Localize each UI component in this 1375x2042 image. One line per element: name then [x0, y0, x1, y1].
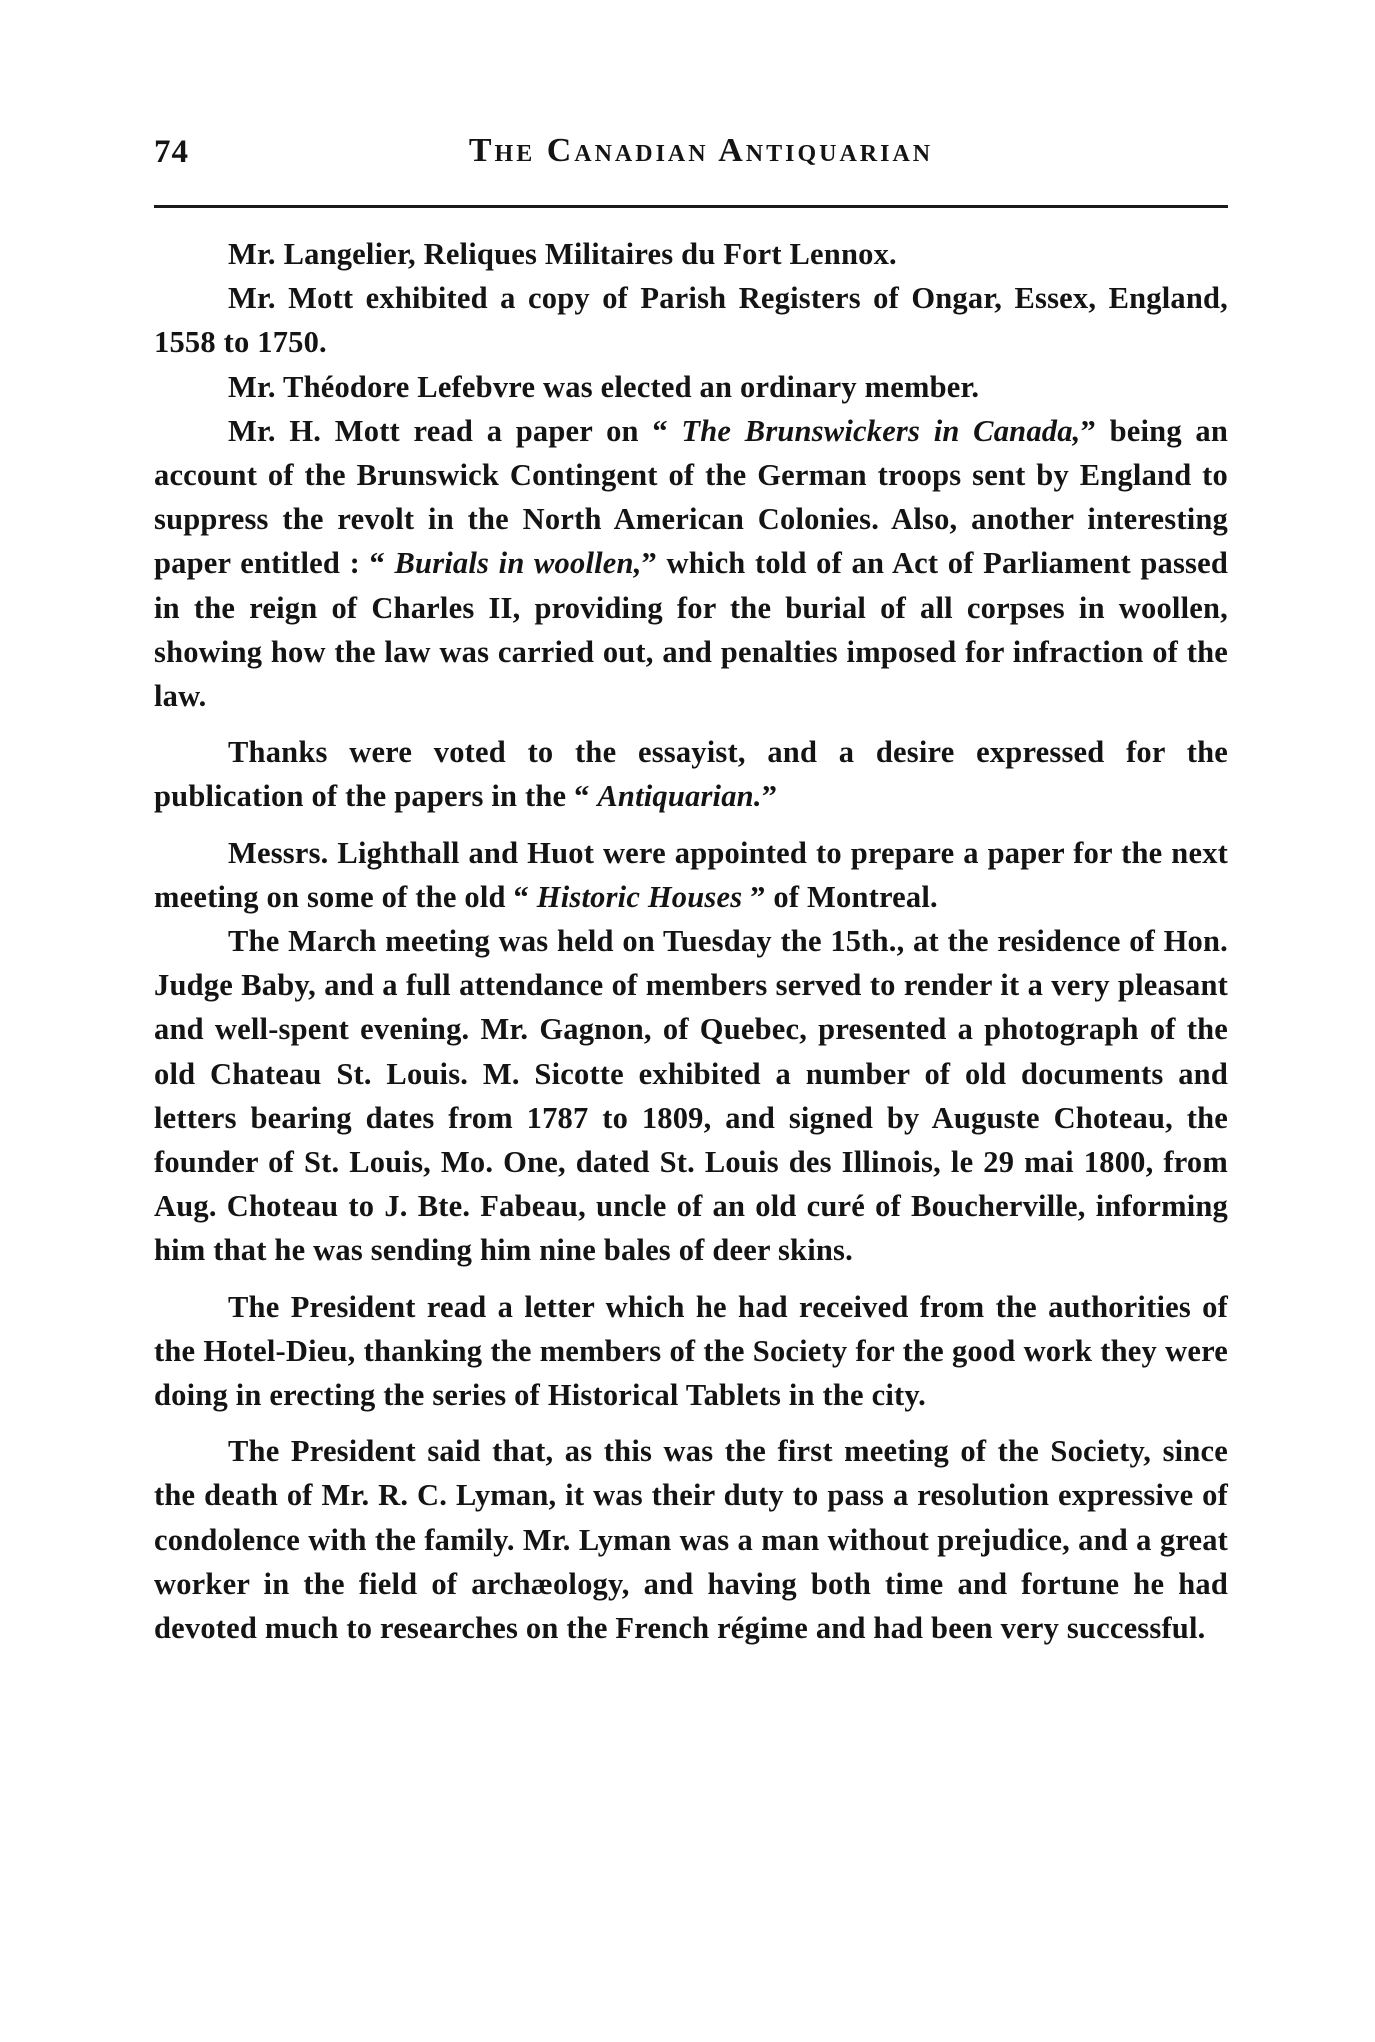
paragraph: [154, 365, 1228, 409]
italic-title-text: Antiquarian.: [597, 779, 762, 814]
paragraph-text: Thanks were voted to the essayist, and a desire expressed for the publication of the papers in the “: [154, 735, 1228, 814]
paragraph-text: Messrs. Lighthall and Huot were appointed to prepare a paper for the next meeting on some of the old “: [154, 835, 1228, 914]
paragraph-text: The President read a letter which he had received from the authorities of the Hotel-Dieu, thanking the members of the Society for the good work they were doing in erecting the series of Historical Tablets in the city.: [154, 1289, 1228, 1413]
body-text: [154, 232, 1228, 1650]
paragraph: [154, 232, 1228, 276]
paragraph: [154, 409, 1228, 718]
paragraph-text: Mr. Langelier, Reliques Militaires du Fort Lennox.: [228, 237, 897, 271]
paragraph-text: The March meeting was held on Tuesday the 15th., at the residence of Hon. Judge Baby, and a full attendance of members served to render it a very pleasant and well-spent evening. Mr. Gagnon, of Quebec, presented a photograph of the old Chateau St. Louis. M. Sicotte exhibited a number of old documents and letters bearing dates from 1787 to 1809, and signed by Auguste Choteau, the founder of St. Louis, Mo. One, dated St. Louis des Illinois, le 29 mai 1800, from Aug. Choteau to J. Bte. Fabeau, uncle of an old curé of Boucherville, informing him that he was sending him nine bales of deer skins.: [154, 924, 1228, 1268]
paragraph: [154, 1285, 1228, 1418]
paragraph-text: Mr. H. Mott read a paper on “: [228, 413, 682, 448]
paragraph-text: ” of Montreal.: [742, 879, 938, 914]
paragraph: [154, 831, 1228, 919]
page-header: [154, 128, 1228, 178]
paragraph: [154, 919, 1228, 1273]
running-title: The Canadian Antiquarian: [468, 132, 934, 169]
paragraph: [154, 730, 1228, 818]
paragraph-text: Mr. Mott exhibited a copy of Parish Registers of Ongar, Essex, England, 1558 to 1750.: [154, 281, 1228, 360]
italic-title-text: The Brunswickers in Canada,: [681, 413, 1081, 448]
paragraph-text: ”: [761, 779, 778, 814]
header-rule: [154, 205, 1228, 208]
page-number: 74: [154, 134, 189, 170]
paragraph-text: ” which told of an Act of Parliament passed in the reign of Charles II, providing for the burial of all corpses in woollen, showing how the law was carried out, and penalties imposed for infraction of the law.: [154, 546, 1228, 714]
italic-title-text: Historic Houses: [536, 879, 743, 914]
paragraph-text: Mr. Théodore Lefebvre was elected an ordinary member.: [228, 369, 980, 404]
paragraph-text: ” being an account of the Brunswick Contingent of the German troops sent by England to suppress the revolt in the North American Colonies. Also, another interesting paper entitled : “: [154, 413, 1229, 581]
italic-title-text: Burials in woollen,: [394, 546, 642, 581]
paragraph: [154, 276, 1228, 364]
paragraph: [154, 1429, 1228, 1650]
paragraph-text: The President said that, as this was the first meeting of the Society, since the death of Mr. R. C. Lyman, it was their duty to pass a resolution expressive of condolence with the family. Mr. Lyman was a man without prejudice, and a great worker in the field of archæology, and having both time and fortune he had devoted much to researches on the French régime and had been very successful.: [154, 1434, 1228, 1646]
